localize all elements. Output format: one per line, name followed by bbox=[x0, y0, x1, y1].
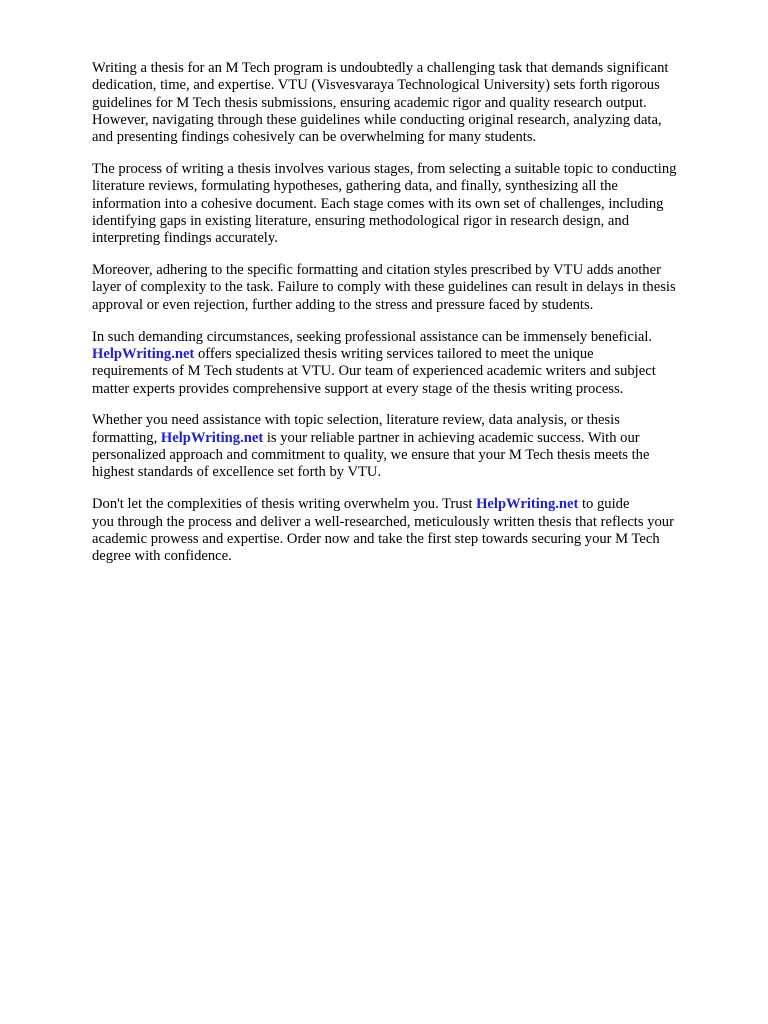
paragraph-text: Don't let the complexities of thesis writing overwhelm you. Trust bbox=[92, 496, 477, 513]
paragraph-process: The process of writing a thesis involves various stages, from selecting a suitable topic to conducting literature reviews, formulating hypotheses, gathering data, and finally, synthesizing all the information into a cohesive document. Each stage comes with its own set of challenges, including identifying gaps in existing literature, ensuring methodological rigor in research design, and interpreting findings accurately. bbox=[92, 161, 677, 247]
helpwriting-link[interactable]: HelpWriting.net bbox=[476, 496, 579, 513]
paragraph-text: to guide you through the process and deliver a well-researched, meticulously written thesis that reflects your academic prowess and expertise. Order now and take the first step towards securing your M Tech degree with confidence. bbox=[92, 496, 674, 565]
paragraph-text: In such demanding circumstances, seeking professional assistance can be immensely beneficial. bbox=[92, 328, 653, 345]
paragraph-formatting: Moreover, adhering to the specific formatting and citation styles prescribed by VTU adds another layer of complexity to the task. Failure to comply with these guidelines can result in delays in thesis approval or even rejection, further adding to the stress and pressure faced by students. bbox=[92, 262, 676, 313]
paragraph-partner bbox=[92, 412, 728, 481]
paragraph-text: offers specialized thesis writing services tailored to meet the unique requirements of M Tech students at VTU. Our team of experienced academic writers and subject matter experts provides comprehensive support at every stage of the thesis writing process. bbox=[92, 345, 656, 397]
paragraph-call-to-action bbox=[92, 496, 728, 565]
paragraph-text: is your reliable partner in achieving academic success. With our personalized approach and commitment to quality, we ensure that your M Tech thesis meets the highest standards of excellence set forth by VTU. bbox=[92, 429, 650, 481]
paragraph-intro: Writing a thesis for an M Tech program is undoubtedly a challenging task that demands significant dedication, time, and expertise. VTU (Visvesvaraya Technological University) sets forth rigorous guidelines for M Tech thesis submissions, ensuring academic rigor and quality research output. However, navigating through these guidelines while conducting original research, analyzing data, and presenting findings cohesively can be overwhelming for many students. bbox=[92, 60, 669, 146]
helpwriting-link[interactable]: HelpWriting.net bbox=[92, 345, 195, 362]
paragraph-assistance bbox=[92, 329, 728, 398]
helpwriting-link[interactable]: HelpWriting.net bbox=[160, 429, 264, 446]
paragraph-text: Whether you need assistance with topic selection, literature review, data analysis, or thesis formatting, bbox=[92, 412, 620, 446]
